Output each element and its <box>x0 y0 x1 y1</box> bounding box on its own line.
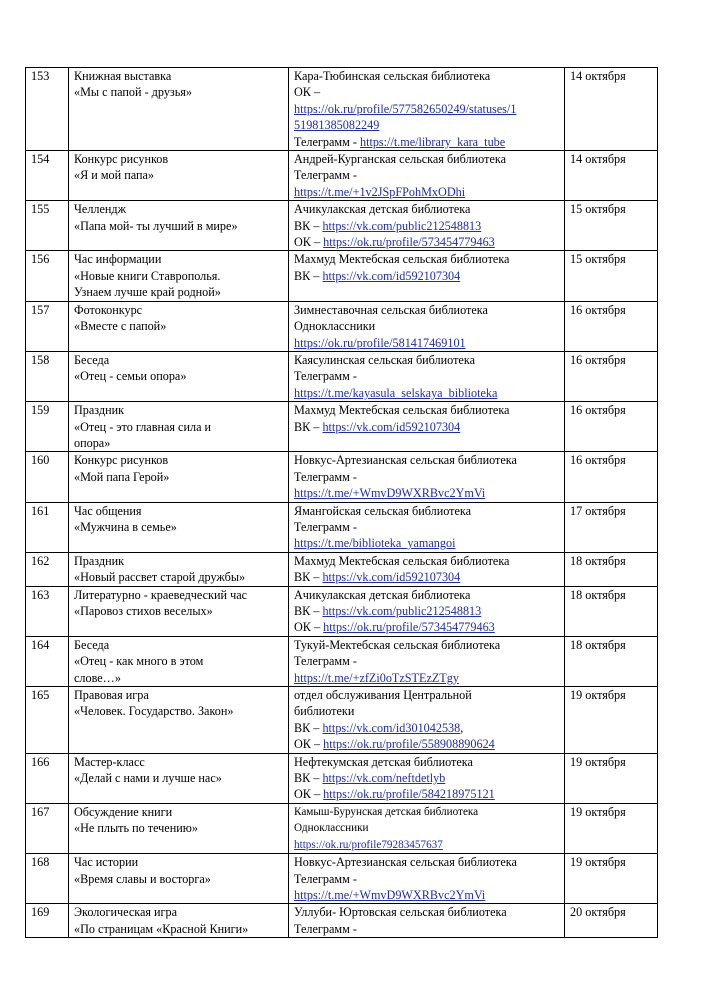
library-line <box>294 854 559 870</box>
library-line <box>294 368 559 384</box>
library-link[interactable]: https://ok.ru/profile/577582650249/statuses/1 <box>294 101 517 116</box>
event-date: 15 октября <box>565 251 658 301</box>
event-line: Челлендж <box>74 202 127 217</box>
library-link[interactable]: https://t.me/library_kara_tube <box>359 134 506 149</box>
event-line: «Вместе с папой» <box>74 319 167 334</box>
library-text: Одноклассники <box>294 822 369 835</box>
library-text: ОК – <box>294 620 321 635</box>
row-number: 155 <box>26 201 69 251</box>
library-line <box>294 151 559 167</box>
library-link[interactable]: https://vk.com/id592107304 <box>322 268 461 283</box>
library-link[interactable]: https://t.me/kayasula_selskaya_biblioteka <box>294 385 498 400</box>
row-number: 169 <box>26 904 69 938</box>
event-cell <box>69 636 289 686</box>
event-line: «Мужчина в семье» <box>74 519 177 534</box>
library-text: ВК – <box>294 419 320 434</box>
row-number: 165 <box>26 687 69 754</box>
event-cell <box>69 301 289 351</box>
table-row <box>26 753 658 803</box>
library-text: Новкус-Артезианская сельская библиотека <box>294 855 517 870</box>
event-line: «Время славы и восторга» <box>74 871 211 886</box>
table-row <box>26 552 658 586</box>
library-cell <box>289 452 565 502</box>
library-text: ВК – <box>294 720 320 735</box>
row-number: 164 <box>26 636 69 686</box>
event-line: Литературно - краеведческий час <box>74 587 248 602</box>
library-line <box>294 736 559 752</box>
table-row <box>26 452 658 502</box>
library-link[interactable]: https://t.me/+WmvD9WXRBvc2YmVi <box>294 486 486 501</box>
library-cell <box>289 201 565 251</box>
table-row <box>26 904 658 938</box>
event-line: Узнаем лучше край родной» <box>74 285 221 300</box>
library-link[interactable]: https://vk.com/neftdetlyb <box>322 771 446 786</box>
library-line <box>294 653 559 669</box>
table-row <box>26 636 658 686</box>
event-line: «Папа мой- ты лучший в мире» <box>74 218 238 233</box>
library-link[interactable]: 51981385082249 <box>294 118 380 133</box>
library-text: ВК – <box>294 604 320 618</box>
library-text: Андрей-Курганская сельская библиотека <box>294 152 506 167</box>
library-cell <box>289 502 565 552</box>
library-link[interactable]: https://t.me/+1v2JSpFPohMxODhi <box>294 184 466 199</box>
library-line <box>294 234 559 250</box>
event-line: Экологическая игра <box>74 905 178 920</box>
event-line: Правовая игра <box>74 688 149 703</box>
library-line <box>294 318 559 334</box>
library-line <box>294 687 559 703</box>
event-cell <box>69 904 289 938</box>
event-cell <box>69 753 289 803</box>
library-text: Ачикулакская детская библиотека <box>294 202 471 217</box>
library-cell <box>289 753 565 803</box>
row-number: 156 <box>26 251 69 301</box>
library-line <box>294 587 559 603</box>
library-line <box>294 670 559 686</box>
library-text: Уллуби- Юртовская сельская библиотека <box>294 905 507 920</box>
library-text: Телеграмм - <box>294 134 357 149</box>
library-text: Тукуй-Мектебская сельская библиотека <box>294 637 501 652</box>
event-cell <box>69 402 289 452</box>
library-cell <box>289 151 565 201</box>
library-text: ОК – <box>294 737 321 752</box>
event-line: Беседа <box>74 637 110 652</box>
library-line <box>294 452 559 468</box>
library-line <box>294 503 559 519</box>
event-line: «Новый рассвет старой дружбы» <box>74 570 246 585</box>
library-link[interactable]: https://vk.com/public212548813 <box>322 218 482 233</box>
library-cell <box>289 552 565 586</box>
library-link[interactable]: https://ok.ru/profile/558908890624 <box>323 737 495 752</box>
library-line <box>294 268 559 284</box>
event-line: Конкурс рисунков <box>74 152 169 167</box>
library-line <box>294 921 559 937</box>
library-line <box>294 619 559 635</box>
event-cell <box>69 502 289 552</box>
row-number: 168 <box>26 854 69 904</box>
event-cell <box>69 803 289 853</box>
event-line: Час общения <box>74 503 142 518</box>
event-line: «Делай с нами и лучше нас» <box>74 771 222 786</box>
library-line <box>294 569 559 585</box>
library-text: Зимнеставочная сельская библиотека <box>294 302 488 317</box>
library-cell <box>289 68 565 151</box>
library-cell <box>289 904 565 938</box>
event-line: Беседа <box>74 352 110 367</box>
event-line: Час информации <box>74 252 162 267</box>
library-link[interactable]: https://ok.ru/profile/581417469101 <box>294 335 466 350</box>
library-link[interactable]: https://t.me/+WmvD9WXRBvc2YmVi <box>294 887 486 902</box>
event-date: 19 октября <box>565 687 658 754</box>
event-date: 16 октября <box>565 351 658 401</box>
row-number: 162 <box>26 552 69 586</box>
library-link[interactable]: https://ok.ru/profile/573454779463 <box>323 620 495 635</box>
library-line <box>294 134 559 150</box>
event-date: 18 октября <box>565 636 658 686</box>
library-line <box>294 117 559 133</box>
event-line: «Не плыть по течению» <box>74 821 198 836</box>
library-cell <box>289 301 565 351</box>
library-line <box>294 904 559 920</box>
table-row <box>26 301 658 351</box>
table-row <box>26 201 658 251</box>
library-line <box>294 419 559 435</box>
event-line: «По страницам «Красной Книги» <box>74 921 249 936</box>
library-text: ОК – <box>294 85 321 100</box>
library-line <box>294 84 559 100</box>
library-link[interactable]: https://vk.com/public212548813 <box>322 604 482 618</box>
library-cell <box>289 636 565 686</box>
library-text: ОК – <box>294 787 321 802</box>
table-row <box>26 586 658 636</box>
event-cell <box>69 201 289 251</box>
library-line <box>294 302 559 318</box>
library-text: Телеграмм - <box>294 519 357 534</box>
library-line <box>294 218 559 234</box>
library-text: ВК – <box>294 570 320 585</box>
library-line <box>294 335 559 351</box>
library-cell <box>289 251 565 301</box>
event-date: 18 октября <box>565 586 658 636</box>
library-text: Ачикулакская детская библиотека <box>294 587 471 602</box>
library-line <box>294 837 559 853</box>
row-number: 161 <box>26 502 69 552</box>
table-row <box>26 251 658 301</box>
library-line <box>294 603 559 619</box>
event-line: Час истории <box>74 855 139 870</box>
library-text: Одноклассники <box>294 319 376 334</box>
library-text: Телеграмм - <box>294 921 357 936</box>
event-date: 17 октября <box>565 502 658 552</box>
library-text: отдел обслуживания Центральной <box>294 688 472 703</box>
row-number: 154 <box>26 151 69 201</box>
library-line <box>294 786 559 802</box>
library-line <box>294 804 559 820</box>
library-text: Телеграмм - <box>294 469 357 484</box>
library-text: Ямангойская сельская библиотека <box>294 503 472 518</box>
library-text: Телеграмм - <box>294 654 357 669</box>
library-line <box>294 871 559 887</box>
library-line <box>294 68 559 84</box>
row-number: 153 <box>26 68 69 151</box>
event-line: Фотоконкурс <box>74 302 143 317</box>
library-line <box>294 720 559 736</box>
event-date: 19 октября <box>565 803 658 853</box>
event-date: 19 октября <box>565 753 658 803</box>
library-cell <box>289 351 565 401</box>
library-text: Махмуд Мектебская сельская библиотека <box>294 553 510 568</box>
library-line <box>294 535 559 551</box>
library-text: библиотеки <box>294 704 355 719</box>
row-number: 159 <box>26 402 69 452</box>
event-date: 16 октября <box>565 452 658 502</box>
library-link[interactable]: https://vk.com/id592107304 <box>322 570 461 585</box>
event-line: Конкурс рисунков <box>74 453 169 468</box>
event-line: «Отец - семьи опора» <box>74 369 187 384</box>
library-line <box>294 167 559 183</box>
event-line: Обсуждение книги <box>74 804 173 819</box>
library-link[interactable]: https://ok.ru/profile/573454779463 <box>323 235 495 250</box>
library-line <box>294 754 559 770</box>
event-line: «Человек. Государство. Закон» <box>74 704 234 719</box>
library-text: Камыш-Бурунская детская библиотека <box>294 805 479 818</box>
row-number: 166 <box>26 753 69 803</box>
row-number: 158 <box>26 351 69 401</box>
library-line <box>294 201 559 217</box>
event-line: Праздник <box>74 403 125 418</box>
library-line <box>294 251 559 267</box>
library-line <box>294 553 559 569</box>
library-text: Каясулинская сельская библиотека <box>294 352 475 367</box>
event-line: «Мы с папой - друзья» <box>74 85 192 100</box>
library-text: Махмуд Мектебская сельская библиотека <box>294 252 510 267</box>
event-cell <box>69 68 289 151</box>
event-cell <box>69 351 289 401</box>
event-cell <box>69 854 289 904</box>
library-link[interactable]: https://vk.com/id301042538 <box>322 720 461 735</box>
library-line <box>294 352 559 368</box>
event-date: 16 октября <box>565 402 658 452</box>
library-line <box>294 101 559 117</box>
library-line <box>294 184 559 200</box>
table-row <box>26 351 658 401</box>
library-text: Нефтекумская детская библиотека <box>294 754 473 769</box>
library-line <box>294 469 559 485</box>
library-text: Телеграмм - <box>294 369 357 384</box>
table-row <box>26 151 658 201</box>
library-cell <box>289 586 565 636</box>
event-line: слове…» <box>74 670 121 685</box>
library-link[interactable]: https://ok.ru/profile/584218975121 <box>323 787 495 802</box>
row-number: 163 <box>26 586 69 636</box>
table-row <box>26 68 658 151</box>
event-date: 19 октября <box>565 854 658 904</box>
library-text: ВК – <box>294 268 320 283</box>
table-row <box>26 854 658 904</box>
events-table <box>25 67 658 938</box>
library-cell <box>289 854 565 904</box>
table-row <box>26 502 658 552</box>
event-line: «Отец - это главная сила и <box>74 419 212 434</box>
event-date: 16 октября <box>565 301 658 351</box>
event-cell <box>69 151 289 201</box>
library-line <box>294 519 559 535</box>
library-text: ОК – <box>294 235 321 250</box>
library-line <box>294 402 559 418</box>
event-cell <box>69 452 289 502</box>
library-line <box>294 770 559 786</box>
event-line: опора» <box>74 435 111 450</box>
event-line: «Паровоз стихов веселых» <box>74 604 213 618</box>
event-date: 20 октября <box>565 904 658 938</box>
event-line: Мастер-класс <box>74 754 145 769</box>
library-link[interactable]: https://t.me/+zfZi0oTzSTEzZTgy <box>294 670 459 685</box>
event-cell <box>69 552 289 586</box>
row-number: 157 <box>26 301 69 351</box>
library-line <box>294 820 559 836</box>
library-line <box>294 385 559 401</box>
event-line: «Отец - как много в этом <box>74 654 204 669</box>
library-text: Телеграмм - <box>294 168 357 183</box>
event-line: «Новые книги Ставрополья. <box>74 268 221 283</box>
event-line: Книжная выставка <box>74 69 172 83</box>
library-text: Кара-Тюбинская сельская библиотека <box>294 69 491 83</box>
library-line <box>294 485 559 501</box>
library-cell <box>289 803 565 853</box>
library-link[interactable]: https://t.me/biblioteka_yamangoi <box>294 536 456 551</box>
event-cell <box>69 586 289 636</box>
library-text: Телеграмм - <box>294 871 357 886</box>
event-line: Праздник <box>74 553 125 568</box>
library-link[interactable]: https://ok.ru/profile79283457637 <box>294 838 443 851</box>
library-cell <box>289 402 565 452</box>
library-text: Махмуд Мектебская сельская библиотека <box>294 403 510 418</box>
library-line <box>294 887 559 903</box>
event-date: 14 октября <box>565 151 658 201</box>
row-number: 160 <box>26 452 69 502</box>
events-table-body <box>26 68 658 938</box>
event-date: 18 октября <box>565 552 658 586</box>
library-text: Новкус-Артезианская сельская библиотека <box>294 453 517 468</box>
row-number: 167 <box>26 803 69 853</box>
event-line: «Мой папа Герой» <box>74 469 170 484</box>
library-link[interactable]: https://vk.com/id592107304 <box>322 419 461 434</box>
event-cell <box>69 251 289 301</box>
table-row <box>26 803 658 853</box>
library-cell <box>289 687 565 754</box>
link-suffix: , <box>460 720 464 735</box>
table-row <box>26 402 658 452</box>
event-line: «Я и мой папа» <box>74 168 155 183</box>
library-line <box>294 637 559 653</box>
library-line <box>294 703 559 719</box>
event-cell <box>69 687 289 754</box>
event-date: 14 октября <box>565 68 658 151</box>
document-page <box>25 67 657 938</box>
event-date: 15 октября <box>565 201 658 251</box>
table-row <box>26 687 658 754</box>
library-text: ВК – <box>294 771 320 786</box>
library-text: ВК – <box>294 218 320 233</box>
